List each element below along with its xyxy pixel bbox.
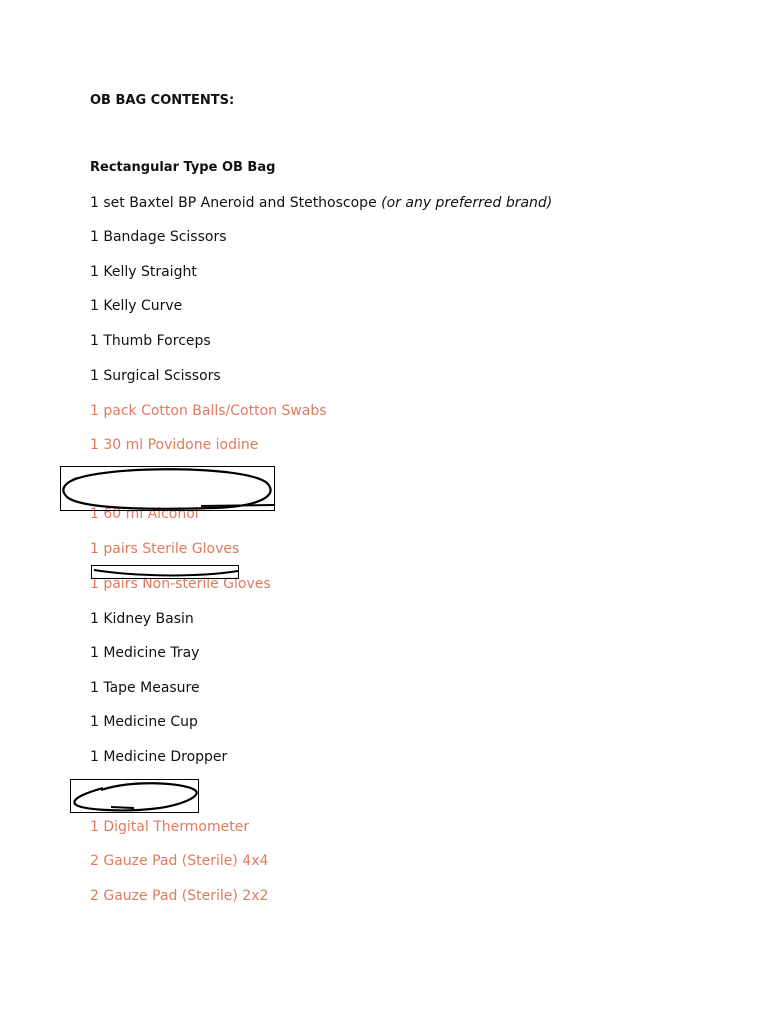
scribble-mark — [91, 565, 239, 579]
list-item: 1 Bandage Scissors — [90, 229, 227, 245]
list-item-note: (or any preferred brand) — [381, 195, 553, 211]
scribble-oval-icon — [61, 467, 276, 512]
list-item-text: 1 set Baxtel BP Aneroid and Stethoscope — [90, 195, 382, 211]
list-item: 1 Kelly Straight — [90, 264, 197, 280]
list-item: 2 Gauze Pad (Sterile) 2x2 — [90, 888, 269, 904]
list-item: 1 Surgical Scissors — [90, 368, 221, 384]
list-item: 1 pairs Non-sterile Gloves — [90, 576, 271, 592]
list-item: 1 Kelly Curve — [90, 298, 183, 314]
list-item: 1 30 ml Povidone iodine — [90, 437, 259, 453]
list-item: 1 60 ml Alcohol — [90, 506, 199, 522]
scribble-mark — [70, 779, 199, 813]
list-item: 1 Medicine Dropper — [90, 749, 228, 765]
document-subheading: Rectangular Type OB Bag — [90, 160, 276, 175]
list-item: 1 pack Cotton Balls/Cotton Swabs — [90, 403, 327, 419]
list-item: 1 Medicine Cup — [90, 714, 198, 730]
scribble-mark — [60, 466, 275, 511]
scribble-oval-icon — [71, 780, 200, 814]
list-item: 1 Tape Measure — [90, 680, 200, 696]
list-item: 2 Gauze Pad (Sterile) 4x4 — [90, 853, 269, 869]
list-item: 1 Kidney Basin — [90, 611, 194, 627]
list-item: 1 pairs Sterile Gloves — [90, 541, 240, 557]
list-item: 1 Digital Thermometer — [90, 819, 250, 835]
list-item: 1 Medicine Tray — [90, 645, 200, 661]
scribble-line-icon — [92, 566, 240, 580]
document-heading: OB BAG CONTENTS: — [90, 93, 235, 108]
list-item: 1 Thumb Forceps — [90, 333, 211, 349]
list-item — [90, 194, 552, 212]
